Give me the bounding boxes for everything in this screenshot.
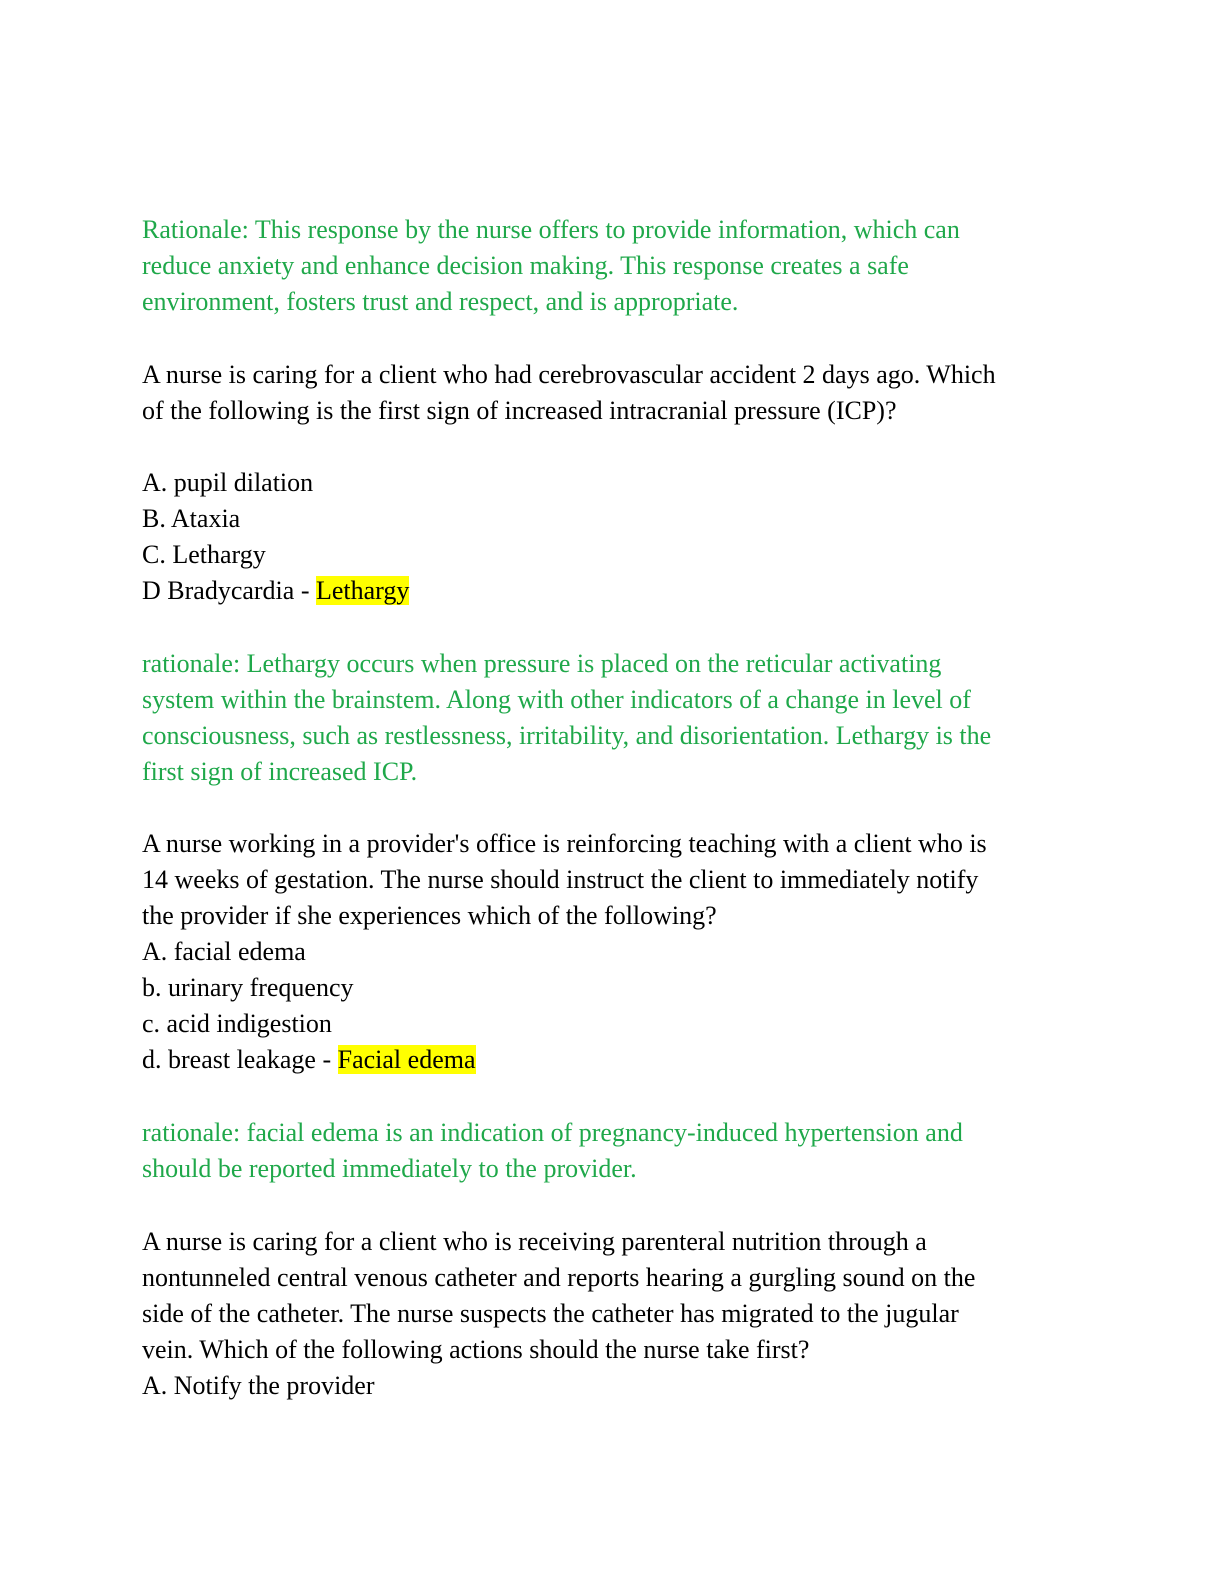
option-d-text: D Bradycardia - bbox=[142, 576, 316, 605]
question-line: 14 weeks of gestation. The nurse should instruct the client to immediately notify bbox=[142, 865, 979, 894]
question-2-rationale bbox=[142, 1115, 1072, 1187]
option-a: A. facial edema bbox=[142, 937, 306, 966]
option-d bbox=[142, 573, 1072, 609]
document-page bbox=[142, 212, 1072, 1404]
question-1-stem bbox=[142, 357, 1072, 429]
option-b: b. urinary frequency bbox=[142, 973, 354, 1002]
question-1-options bbox=[142, 465, 1072, 609]
option-d-text: d. breast leakage - bbox=[142, 1045, 338, 1074]
rationale-line: rationale: Lethargy occurs when pressure is placed on the reticular activating bbox=[142, 649, 942, 678]
question-line: vein. Which of the following actions should the nurse take first? bbox=[142, 1335, 810, 1364]
rationale-line: should be reported immediately to the provider. bbox=[142, 1154, 637, 1183]
question-1-rationale bbox=[142, 646, 1072, 790]
rationale-line: rationale: facial edema is an indication of pregnancy-induced hypertension and bbox=[142, 1118, 963, 1147]
question-line: A nurse is caring for a client who is receiving parenteral nutrition through a bbox=[142, 1227, 927, 1256]
question-line: the provider if she experiences which of the following? bbox=[142, 901, 717, 930]
rationale-line: consciousness, such as restlessness, irritability, and disorientation. Lethargy is the bbox=[142, 721, 992, 750]
rationale-paragraph-1 bbox=[142, 212, 1072, 320]
question-2 bbox=[142, 826, 1072, 1078]
question-line: A nurse is caring for a client who had cerebrovascular accident 2 days ago. Which bbox=[142, 360, 996, 389]
question-line: of the following is the first sign of increased intracranial pressure (ICP)? bbox=[142, 396, 897, 425]
question-line: A nurse working in a provider's office is reinforcing teaching with a client who is bbox=[142, 829, 987, 858]
rationale-line: reduce anxiety and enhance decision making. This response creates a safe bbox=[142, 251, 909, 280]
option-c: c. acid indigestion bbox=[142, 1009, 332, 1038]
option-a: A. Notify the provider bbox=[142, 1371, 375, 1400]
answer-highlight: Facial edema bbox=[337, 1045, 476, 1074]
answer-highlight: Lethargy bbox=[315, 576, 410, 605]
option-d bbox=[142, 1042, 1072, 1078]
rationale-line: environment, fosters trust and respect, and is appropriate. bbox=[142, 287, 739, 316]
rationale-line: Rationale: This response by the nurse offers to provide information, which can bbox=[142, 215, 960, 244]
rationale-line: first sign of increased ICP. bbox=[142, 757, 418, 786]
question-line: side of the catheter. The nurse suspects the catheter has migrated to the jugular bbox=[142, 1299, 959, 1328]
option-c: C. Lethargy bbox=[142, 540, 266, 569]
option-b: B. Ataxia bbox=[142, 504, 241, 533]
option-a: A. pupil dilation bbox=[142, 468, 314, 497]
question-3 bbox=[142, 1224, 1072, 1404]
question-line: nontunneled central venous catheter and reports hearing a gurgling sound on the bbox=[142, 1263, 976, 1292]
rationale-line: system within the brainstem. Along with other indicators of a change in level of bbox=[142, 685, 971, 714]
